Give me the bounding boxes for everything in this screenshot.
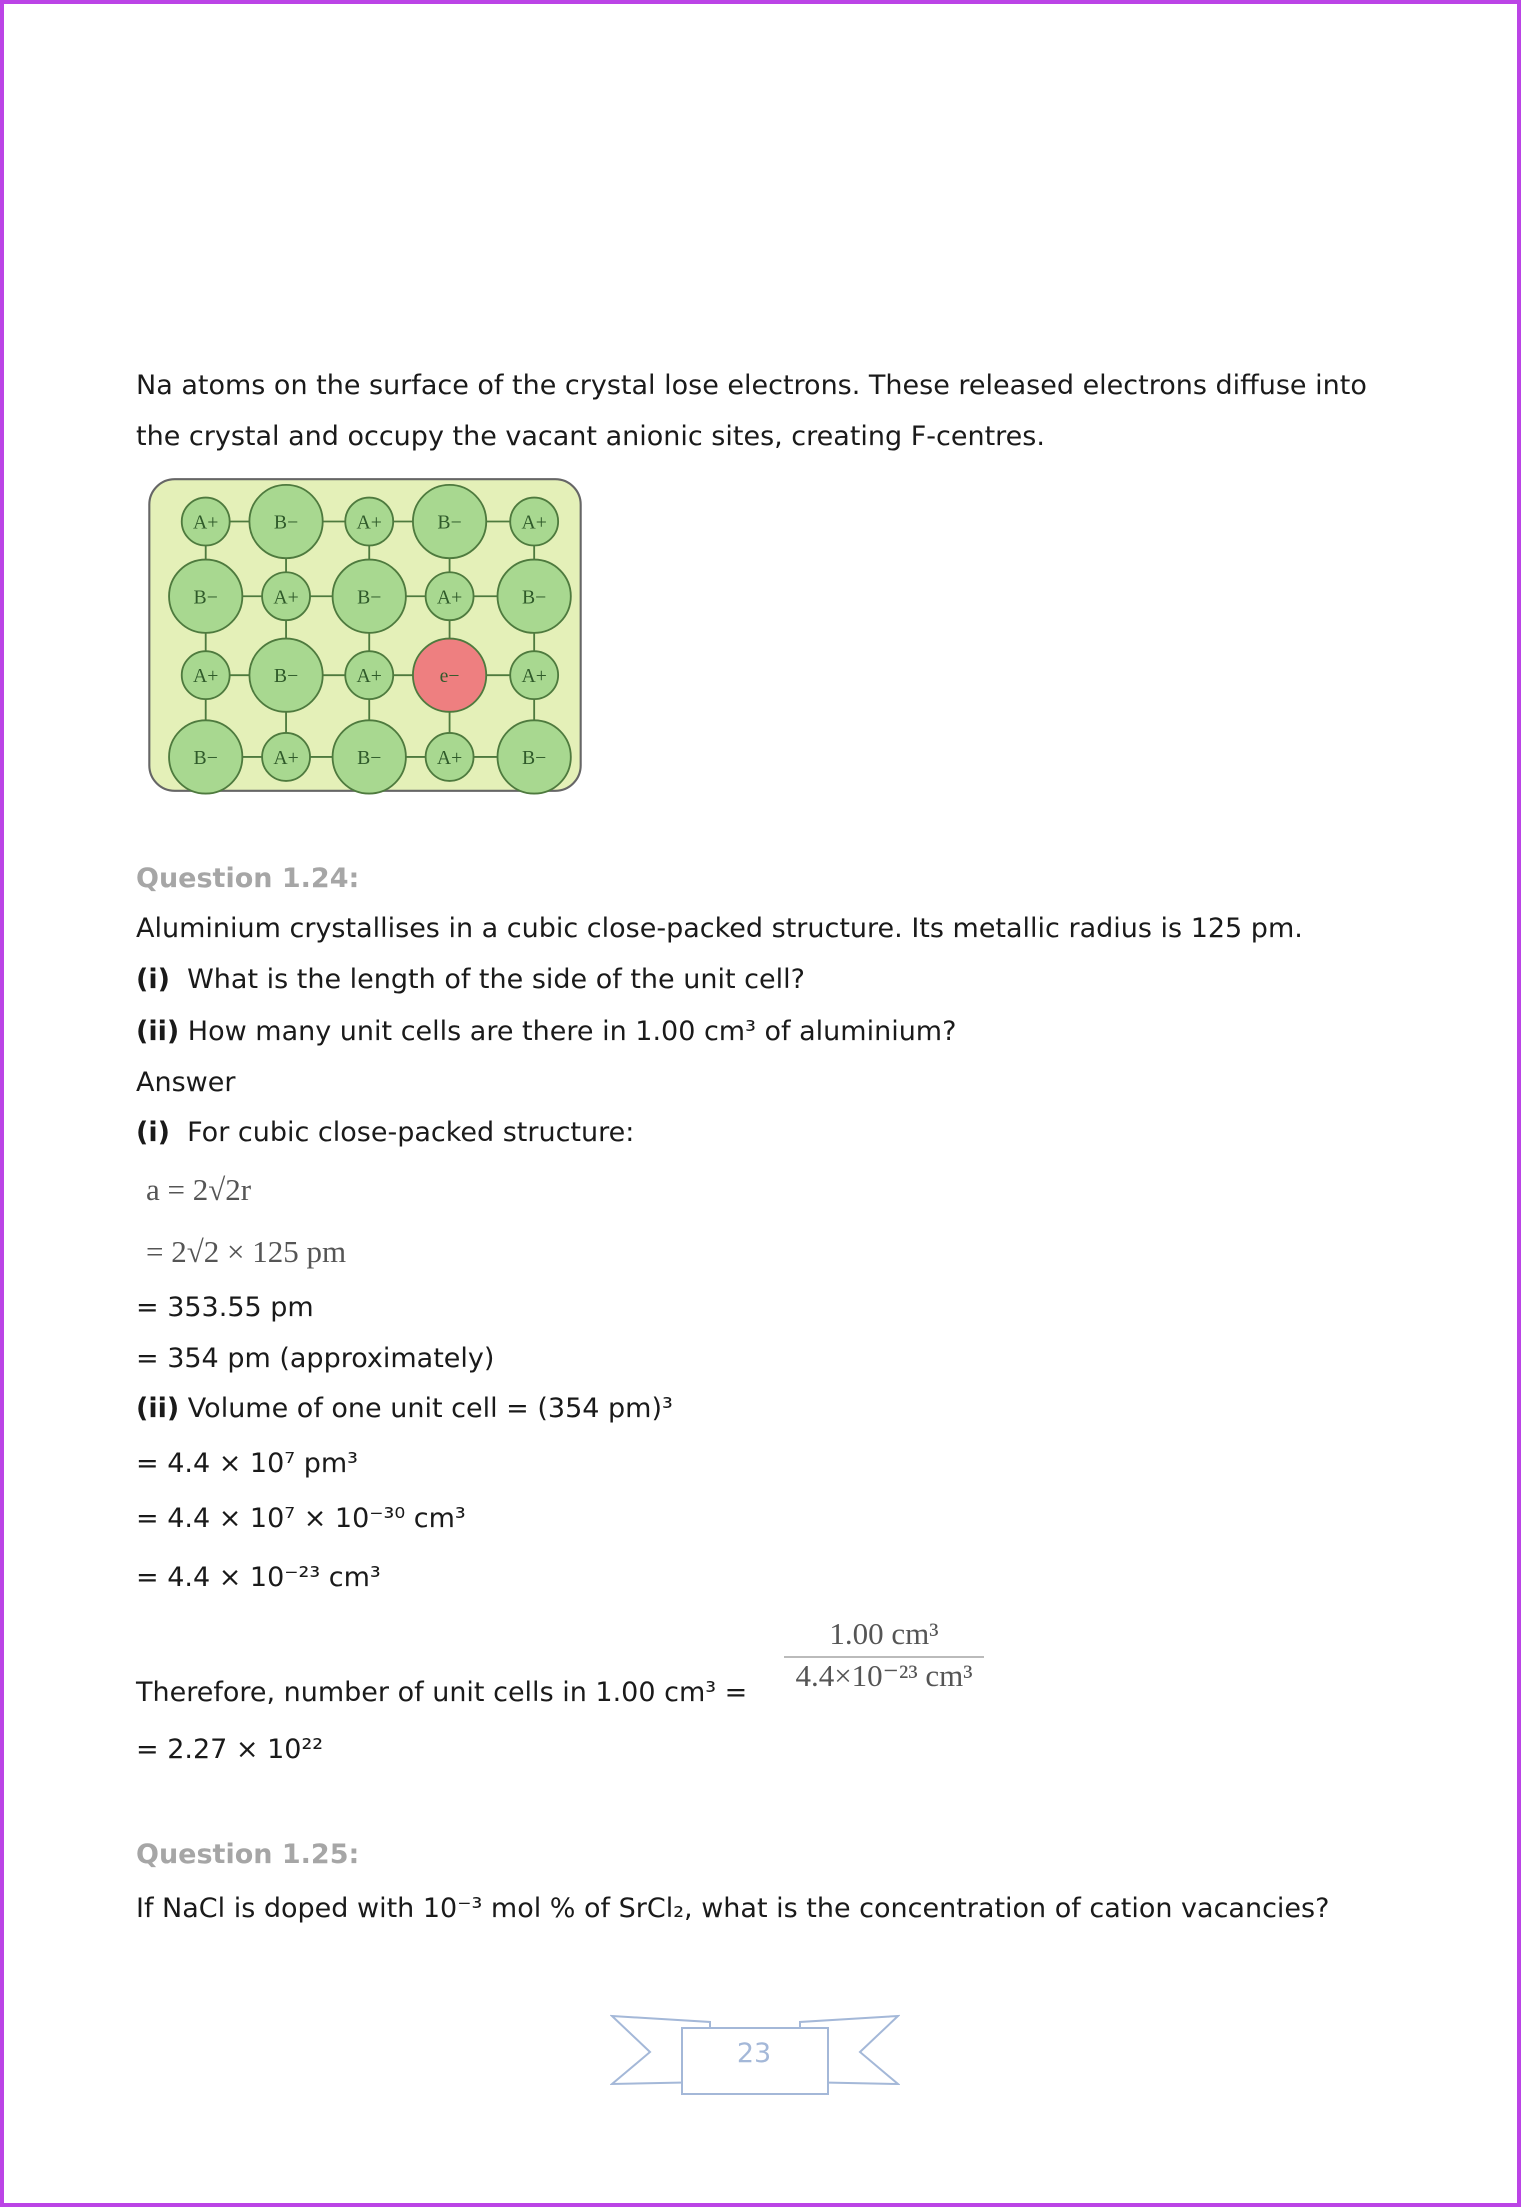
- text: For cubic close-packed structure:: [187, 1117, 635, 1148]
- ion-label: B−: [273, 511, 299, 534]
- ion-label: A+: [273, 746, 299, 769]
- equation-text: a = 2√2r: [146, 1172, 252, 1207]
- f-centre-diagram: [145, 475, 585, 795]
- answer-i: [136, 1119, 634, 1146]
- intro-line-2: the crystal and occupy the vacant anionic sites, creating F-centres.: [136, 421, 1045, 452]
- ion-label: B−: [193, 586, 218, 609]
- question-heading: Question 1.24:: [136, 863, 360, 894]
- equation-b: [146, 1234, 346, 1270]
- ion-label: B−: [273, 665, 299, 688]
- text: Volume of one unit cell = (354 pm)³: [187, 1393, 673, 1424]
- ion-label: B−: [522, 586, 547, 609]
- label: (i): [136, 1117, 170, 1148]
- result-line: = 2.27 × 10²²: [136, 1734, 324, 1765]
- text: What is the length of the side of the unit cell?: [187, 964, 805, 995]
- ion-label: B−: [357, 746, 382, 769]
- ion-label: B−: [437, 511, 462, 534]
- ion-label: A+: [436, 746, 463, 769]
- equation-a: [146, 1172, 251, 1208]
- sub-question-ii: [136, 1018, 956, 1045]
- line: = 4.4 × 10⁷ × 10⁻³⁰ cm³: [136, 1503, 466, 1534]
- fraction: [784, 1616, 984, 1694]
- answer-ii: [136, 1395, 673, 1422]
- ion-label: B−: [193, 746, 218, 769]
- ion-label: A+: [521, 511, 547, 534]
- label: (ii): [136, 1016, 180, 1047]
- therefore-line: Therefore, number of unit cells in 1.00 cm³ =: [136, 1677, 748, 1708]
- label: (ii): [136, 1393, 180, 1424]
- intro-line-1: Na atoms on the surface of the crystal lose electrons. These released electrons diffuse into: [136, 370, 1367, 401]
- answer-label: Answer: [136, 1067, 236, 1098]
- question-text: Aluminium crystallises in a cubic close-packed structure. Its metallic radius is 125 pm.: [136, 913, 1303, 944]
- text: How many unit cells are there in 1.00 cm³ of aluminium?: [187, 1016, 957, 1047]
- numerator: 1.00 cm³: [784, 1616, 984, 1658]
- equation-text: = 2√2 × 125 pm: [146, 1234, 347, 1269]
- page-number: 23: [736, 2038, 772, 2069]
- denominator: 4.4×10⁻²³ cm³: [795, 1658, 973, 1693]
- line: = 4.4 × 10⁷ pm³: [136, 1448, 358, 1479]
- ion-label: A+: [356, 511, 382, 534]
- ion-label: A+: [193, 511, 219, 534]
- label: (i): [136, 964, 170, 995]
- question-heading: Question 1.25:: [136, 1839, 360, 1870]
- ion-label: B−: [357, 586, 382, 609]
- question-text: If NaCl is doped with 10⁻³ mol % of SrCl₂, what is the concentration of cation vacancies?: [136, 1893, 1330, 1924]
- line: = 353.55 pm: [136, 1292, 314, 1323]
- ion-label: A+: [436, 586, 463, 609]
- line: = 354 pm (approximately): [136, 1343, 495, 1374]
- ion-label: B−: [522, 746, 547, 769]
- line: = 4.4 × 10⁻²³ cm³: [136, 1562, 381, 1593]
- sub-question-i: [136, 966, 805, 993]
- ion-label: A+: [521, 665, 547, 688]
- ion-label: A+: [356, 665, 382, 688]
- ion-label: A+: [193, 665, 219, 688]
- ion-label: A+: [273, 586, 299, 609]
- ion-label: e−: [439, 665, 460, 688]
